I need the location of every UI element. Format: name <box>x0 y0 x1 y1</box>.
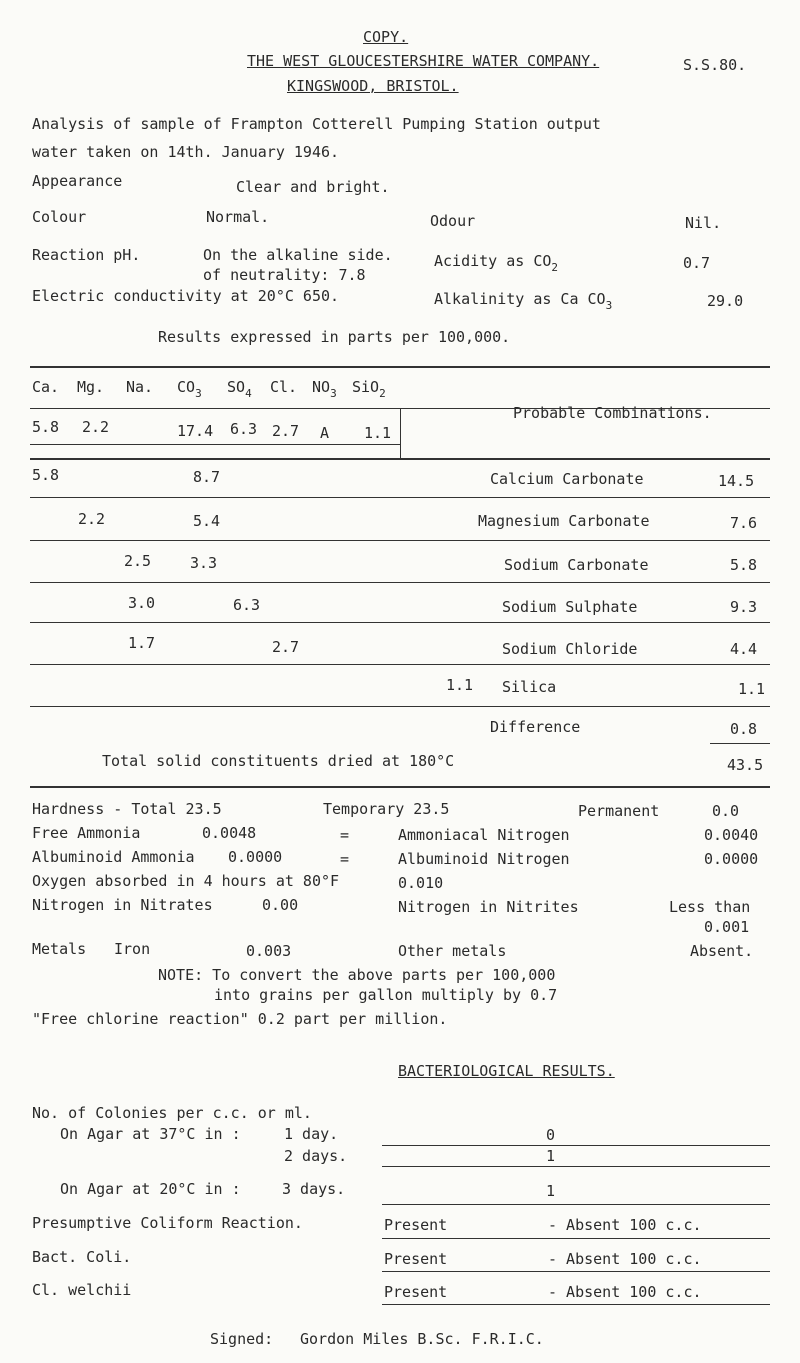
ion-no3: A <box>320 424 330 442</box>
row-5-a: 1.7 <box>128 634 156 652</box>
equals-1: = <box>340 826 350 844</box>
acidity-value: 0.7 <box>683 254 711 272</box>
row-5-value: 4.4 <box>730 640 758 658</box>
agar-rule-3 <box>382 1204 770 1205</box>
colonies-label: No. of Colonies per c.c. or ml. <box>32 1104 312 1122</box>
coliform-present: Present <box>384 1216 448 1234</box>
ion-rule <box>30 444 400 445</box>
table-top-rule <box>30 366 770 368</box>
row-2-a: 2.2 <box>78 510 106 528</box>
table-bottom-rule <box>30 786 770 788</box>
odour-label: Odour <box>430 212 476 230</box>
ion-mg: 2.2 <box>82 418 110 436</box>
agar-37-day-2: 2 days. <box>284 1147 348 1165</box>
free-ammonia-label: Free Ammonia <box>32 824 141 842</box>
row-2-rule <box>30 540 770 541</box>
intro-line-2: water taken on 14th. January 1946. <box>32 143 340 161</box>
note-line-2: into grains per gallon multiply by 0.7 <box>214 986 558 1004</box>
bact-rule-3 <box>382 1304 770 1305</box>
free-ammonia-value: 0.0048 <box>202 824 257 842</box>
free-chlorine: "Free chlorine reaction" 0.2 part per million. <box>32 1010 448 1028</box>
header-co3: $CO_3$ <box>177 378 202 400</box>
alkalinity-value: 29.0 <box>707 292 744 310</box>
ion-co3: 17.4 <box>177 422 214 440</box>
nitrates-value: 0.00 <box>262 896 299 914</box>
ion-cl: 2.7 <box>272 422 300 440</box>
company-address: KINGSWOOD, BRISTOL. <box>287 77 459 95</box>
row-1-name: Calcium Carbonate <box>490 470 644 488</box>
row-3-b: 3.3 <box>190 554 218 572</box>
agar-rule-1 <box>382 1145 770 1146</box>
header-mg: Mg. <box>77 378 105 396</box>
nitrites-label: Nitrogen in Nitrites <box>398 898 579 916</box>
bacteriological-title: BACTERIOLOGICAL RESULTS. <box>398 1062 615 1080</box>
row-5-name: Sodium Chloride <box>502 640 638 658</box>
total-label: Total solid constituents dried at 180°C <box>102 752 455 770</box>
nitrites-value-2: 0.001 <box>704 918 750 936</box>
equals-2: = <box>340 850 350 868</box>
ammoniacal-nitrogen-label: Ammoniacal Nitrogen <box>398 826 570 844</box>
nitrates-label: Nitrogen in Nitrates <box>32 896 213 914</box>
agar-37-value-1: 0 <box>546 1126 556 1144</box>
agar-37-label: On Agar at 37°C in : <box>60 1125 241 1143</box>
hardness-total: Hardness - Total 23.5 <box>32 800 222 818</box>
row-6-value: 1.1 <box>738 680 766 698</box>
note-line-1: NOTE: To convert the above parts per 100,000 <box>158 966 556 984</box>
combinations-divider <box>400 408 401 458</box>
row-6-name: Silica <box>502 678 557 696</box>
iron-label: Iron <box>114 940 151 958</box>
signed-label: Signed: <box>210 1330 274 1348</box>
reaction-value-1: On the alkaline side. <box>203 246 393 264</box>
row-6-a: 1.1 <box>446 676 474 694</box>
row-1-a: 5.8 <box>32 466 60 484</box>
row-5-rule <box>30 664 770 665</box>
row-2-b: 5.4 <box>193 512 221 530</box>
agar-37-value-2: 1 <box>546 1147 556 1165</box>
cl-welchii-label: Cl. welchii <box>32 1281 132 1299</box>
cl-welchii-absent: - Absent 100 c.c. <box>548 1283 702 1301</box>
company-name: THE WEST GLOUCESTERSHIRE WATER COMPANY. <box>247 52 600 70</box>
header-na: Na. <box>126 378 154 396</box>
bact-rule-1 <box>382 1238 770 1239</box>
albuminoid-ammonia-label: Albuminoid Ammonia <box>32 848 195 866</box>
nitrites-value-1: Less than <box>669 898 751 916</box>
colour-value: Normal. <box>206 208 270 226</box>
row-5-b: 2.7 <box>272 638 300 656</box>
row-3-a: 2.5 <box>124 552 152 570</box>
coliform-absent: - Absent 100 c.c. <box>548 1216 702 1234</box>
row-2-name: Magnesium Carbonate <box>478 512 650 530</box>
header-so4: $SO_4$ <box>227 378 252 400</box>
other-metals-value: Absent. <box>690 942 754 960</box>
row-3-rule <box>30 582 770 583</box>
difference-label: Difference <box>490 718 581 736</box>
bact-rule-2 <box>382 1271 770 1272</box>
copy-label: COPY. <box>363 28 409 46</box>
row-3-name: Sodium Carbonate <box>504 556 649 574</box>
difference-value: 0.8 <box>730 720 758 738</box>
agar-20-value: 1 <box>546 1182 556 1200</box>
agar-20-days: 3 days. <box>282 1180 346 1198</box>
ammoniacal-nitrogen-value: 0.0040 <box>704 826 759 844</box>
odour-value: Nil. <box>685 214 722 232</box>
albuminoid-nitrogen-label: Albuminoid Nitrogen <box>398 850 570 868</box>
bact-coli-absent: - Absent 100 c.c. <box>548 1250 702 1268</box>
row-1-value: 14.5 <box>718 472 755 490</box>
reaction-label: Reaction pH. <box>32 246 141 264</box>
agar-37-day-1: 1 day. <box>284 1125 339 1143</box>
row-4-name: Sodium Sulphate <box>502 598 638 616</box>
ion-so4: 6.3 <box>230 420 258 438</box>
row-4-rule <box>30 622 770 623</box>
bact-coli-present: Present <box>384 1250 448 1268</box>
cl-welchii-present: Present <box>384 1283 448 1301</box>
hardness-permanent-label: Permanent <box>578 802 660 820</box>
reaction-value-2: of neutrality: 7.8 <box>203 266 366 284</box>
hardness-temporary: Temporary 23.5 <box>323 800 450 818</box>
difference-rule <box>710 743 770 744</box>
ion-ca: 5.8 <box>32 418 60 436</box>
albuminoid-nitrogen-value: 0.0000 <box>704 850 759 868</box>
row-4-a: 3.0 <box>128 594 156 612</box>
header-no3: $NO_3$ <box>312 378 337 400</box>
header-sio2: SiO$_2$ <box>352 378 386 400</box>
row-4-value: 9.3 <box>730 598 758 616</box>
header-ca: Ca. <box>32 378 60 396</box>
agar-rule-2 <box>382 1166 770 1167</box>
header-cl: Cl. <box>270 378 298 396</box>
results-note: Results expressed in parts per 100,000. <box>158 328 511 346</box>
conductivity: Electric conductivity at 20°C 650. <box>32 287 340 305</box>
bact-coli-label: Bact. Coli. <box>32 1248 132 1266</box>
ion-sio2: 1.1 <box>364 424 392 442</box>
combinations-rule <box>30 458 770 460</box>
signatory-name: Gordon Miles B.Sc. F.R.I.C. <box>300 1330 544 1348</box>
colour-label: Colour <box>32 208 87 226</box>
acidity-label: Acidity as $CO_2$ <box>434 252 559 274</box>
albuminoid-ammonia-value: 0.0000 <box>228 848 283 866</box>
row-4-b: 6.3 <box>233 596 261 614</box>
metals-label: Metals <box>32 940 87 958</box>
appearance-value: Clear and bright. <box>236 178 390 196</box>
agar-20-label: On Agar at 20°C in : <box>60 1180 241 1198</box>
oxygen-absorbed-label: Oxygen absorbed in 4 hours at 80°F <box>32 872 340 890</box>
row-3-value: 5.8 <box>730 556 758 574</box>
reference-number: S.S.80. <box>683 56 747 74</box>
iron-value: 0.003 <box>246 942 292 960</box>
row-1-b: 8.7 <box>193 468 221 486</box>
oxygen-absorbed-value: 0.010 <box>398 874 444 892</box>
intro-line-1: Analysis of sample of Frampton Cotterell Pumping Station output <box>32 115 601 133</box>
appearance-label: Appearance <box>32 172 123 190</box>
row-1-rule <box>30 497 770 498</box>
row-2-value: 7.6 <box>730 514 758 532</box>
combinations-title: Probable Combinations. <box>513 404 712 422</box>
other-metals-label: Other metals <box>398 942 507 960</box>
coliform-label: Presumptive Coliform Reaction. <box>32 1214 303 1232</box>
alkalinity-label: Alkalinity as Ca $CO_3$ <box>434 290 613 312</box>
row-6-rule <box>30 706 770 707</box>
total-value: 43.5 <box>727 756 764 774</box>
hardness-permanent-value: 0.0 <box>712 802 740 820</box>
